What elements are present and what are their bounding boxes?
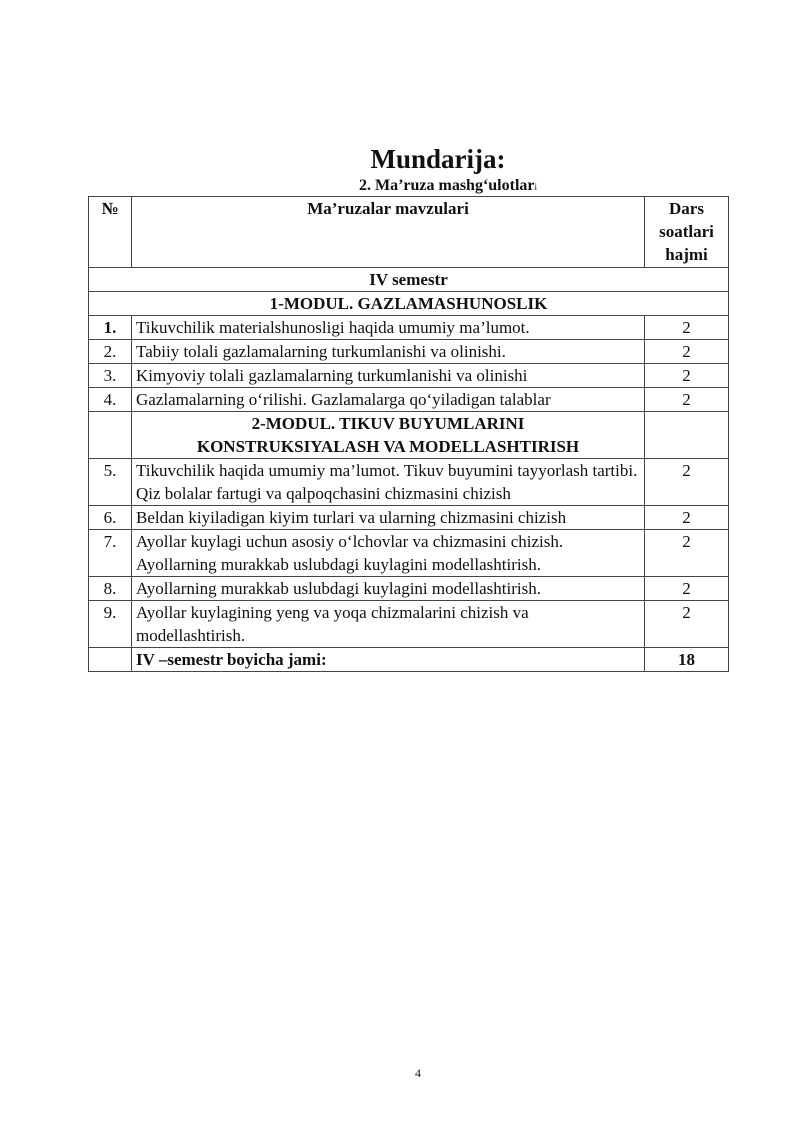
row-topic: Tikuvchilik haqida umumiy ma’lumot. Tikuv buyumini tayyorlash tartibi. Qiz bolalar fartugi va qalpoqchasini chizmasini chizish [132,459,645,506]
header-hours [645,197,729,268]
module2-title [132,412,645,459]
row-hours: 2 [645,316,729,340]
module2-title-line1: 2-MODUL. TIKUV BUYUMLARINI [251,414,525,433]
table-row [89,506,729,530]
total-row [89,648,729,672]
total-empty-cell [89,648,132,672]
row-hours: 2 [645,388,729,412]
row-topic: Beldan kiyiladigan kiyim turlari va ularning chizmasini chizish [132,506,645,530]
table-row [89,316,729,340]
row-hours: 2 [645,530,729,577]
semester-row [89,268,729,292]
table-row [89,364,729,388]
header-hours-line1: Dars [669,199,704,218]
row-number: 4. [89,388,132,412]
table-header-row [89,197,729,268]
module1-row [89,292,729,316]
module2-title-line2: KONSTRUKSIYALASH VA MODELLASHTIRISH [196,437,580,456]
row-number: 5. [89,459,132,506]
row-topic: Ayollar kuylagining yeng va yoqa chizmalarini chizish va modellashtirish. [132,601,645,648]
row-number: 3. [89,364,132,388]
header-hours-line2: soatlari [659,222,714,241]
page-subtitle [0,176,800,197]
module1-title: 1-MODUL. GAZLAMASHUNOSLIK [89,292,729,316]
row-hours: 2 [645,601,729,648]
header-hours-line3: hajmi [665,245,708,264]
subtitle-tail: i [534,182,538,192]
row-hours: 2 [645,459,729,506]
subtitle-text: 2. Ma’ruza mashg‘ulotlar [358,177,535,194]
row-hours: 2 [645,577,729,601]
total-label: IV –semestr boyicha jami: [132,648,645,672]
row-number: 1. [89,316,132,340]
row-hours: 2 [645,340,729,364]
row-number: 8. [89,577,132,601]
row-topic: Tikuvchilik materialshunosligi haqida umumiy ma’lumot. [132,316,645,340]
row-topic: Ayollar kuylagi uchun asosiy o‘lchovlar va chizmasini chizish. Ayollarning murakkab uslubdagi kuylagini modellashtirish. [132,530,645,577]
row-topic: Kimyoviy tolali gazlamalarning turkumlanishi va olinishi [132,364,645,388]
module2-row [89,412,729,459]
row-number: 6. [89,506,132,530]
row-topic: Gazlamalarning o‘rilishi. Gazlamalarga qo‘yiladigan talablar [132,388,645,412]
semester-label: IV semestr [89,268,729,292]
contents-table [88,196,729,672]
table-row [89,577,729,601]
total-value: 18 [645,648,729,672]
row-topic: Ayollarning murakkab uslubdagi kuylagini modellashtirish. [132,577,645,601]
row-number: 2. [89,340,132,364]
table-row [89,601,729,648]
row-topic: Tabiiy tolali gazlamalarning turkumlanishi va olinishi. [132,340,645,364]
table-row [89,388,729,412]
module2-empty-cell [645,412,729,459]
module2-empty-cell [89,412,132,459]
row-hours: 2 [645,364,729,388]
table-row [89,459,729,506]
header-number: № [89,197,132,268]
page-title: Mundarija: [370,144,506,174]
row-number: 7. [89,530,132,577]
row-number: 9. [89,601,132,648]
header-topics: Ma’ruzalar mavzulari [132,197,645,268]
table-row [89,340,729,364]
table-row [89,530,729,577]
row-hours: 2 [645,506,729,530]
page-number: 4 [415,1066,421,1080]
